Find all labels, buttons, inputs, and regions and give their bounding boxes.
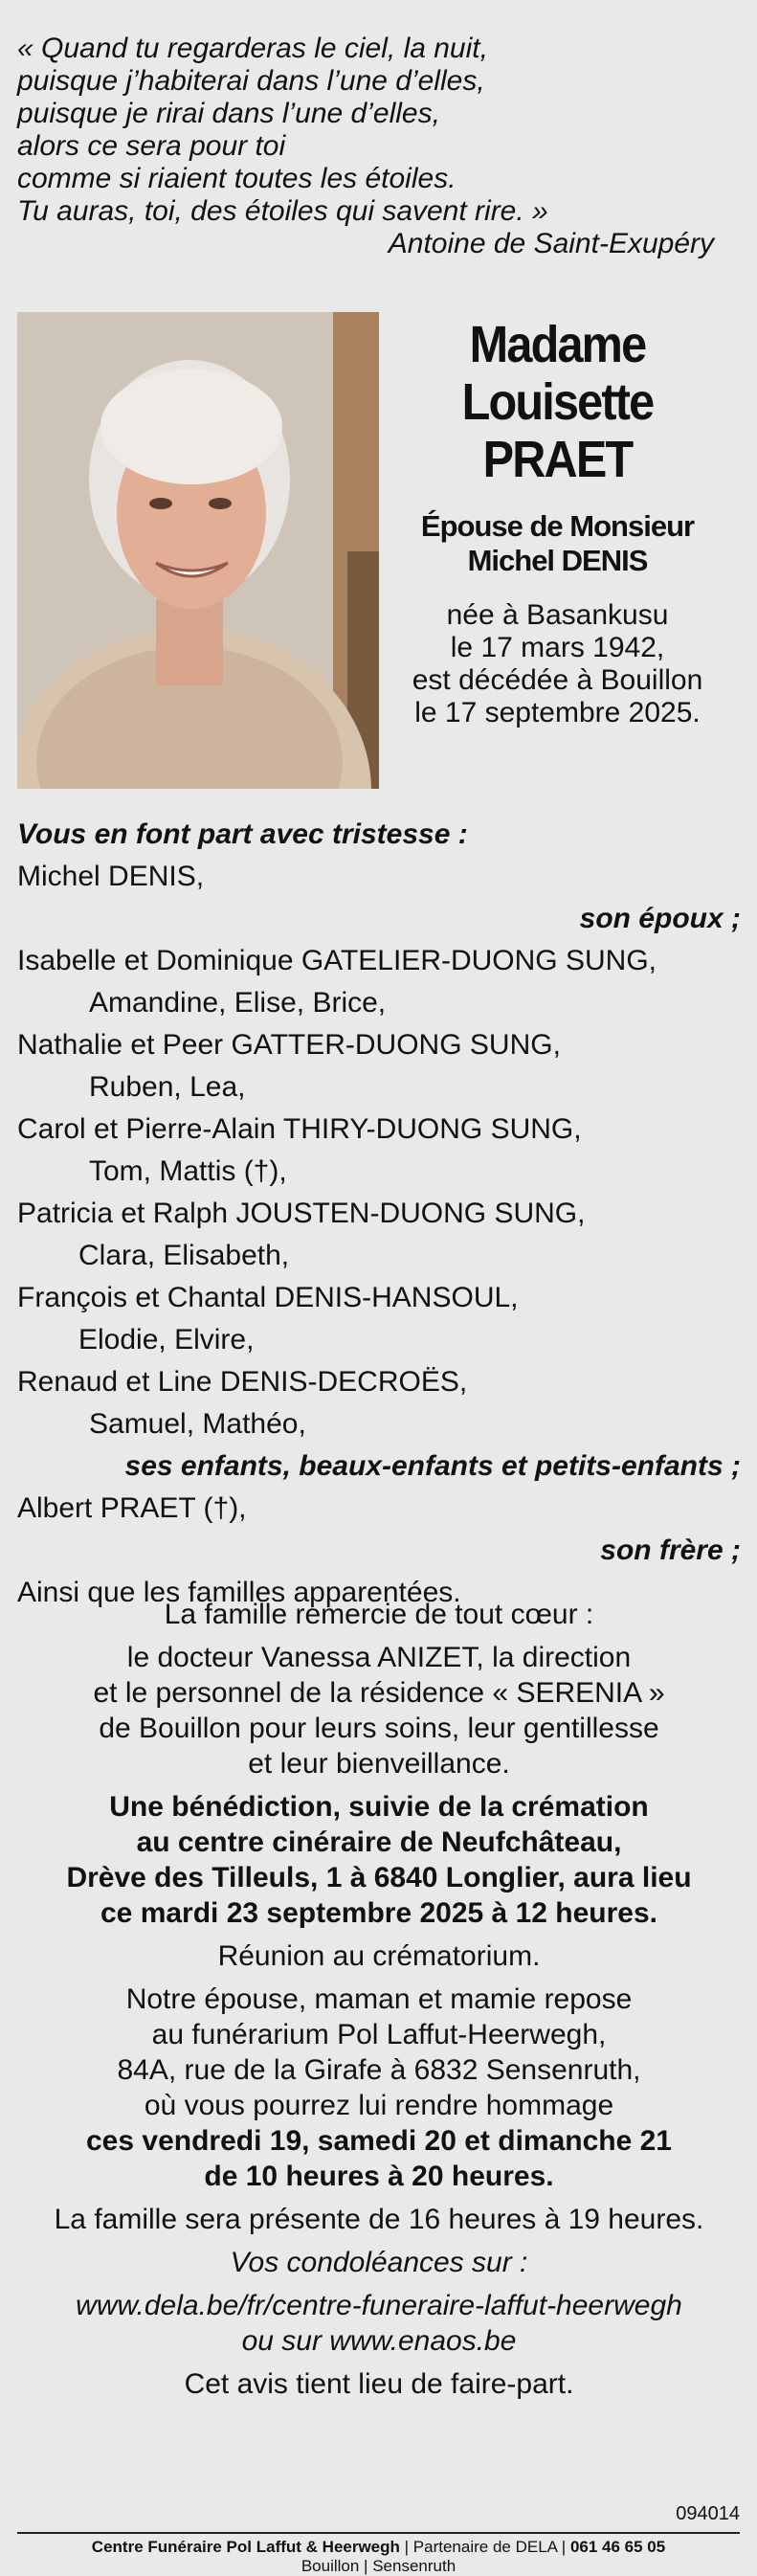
ceremony-line: Une bénédiction, suivie de la crémation bbox=[109, 1791, 649, 1823]
brother-name: Albert PRAET (†), bbox=[17, 1492, 247, 1524]
phone-number: 061 46 65 05 bbox=[569, 2538, 666, 2556]
visit-line: ces vendredi 19, samedi 20 et dimanche 21 bbox=[86, 2125, 672, 2157]
ceremony-details bbox=[17, 1789, 741, 1931]
related-families: Ainsi que les familles apparentées. bbox=[17, 1577, 461, 1608]
repose-line: 84A, rue de la Girafe à 6832 Sensenruth, bbox=[117, 2054, 641, 2086]
child-couple: Carol et Pierre-Alain THIRY-DUONG SUNG, bbox=[17, 1113, 582, 1145]
condolences-intro: Vos condoléances sur : bbox=[230, 2247, 528, 2278]
closing-section bbox=[17, 1597, 741, 2409]
repose-line: où vous pourrez lui rendre hommage bbox=[144, 2090, 614, 2121]
deceased-header bbox=[388, 316, 727, 729]
thanks-line: et leur bienveillance. bbox=[248, 1748, 510, 1780]
child-couple: Patricia et Ralph JOUSTEN-DUONG SUNG, bbox=[17, 1198, 586, 1229]
grandchildren: Ruben, Lea, bbox=[89, 1071, 246, 1103]
company-name: Centre Funéraire Pol Laffut & Heerwegh bbox=[91, 2538, 400, 2556]
thanks-intro: La famille remercie de tout cœur : bbox=[164, 1599, 594, 1630]
visit-line: de 10 heures à 20 heures. bbox=[204, 2161, 554, 2192]
quote-line: alors ce sera pour toi bbox=[17, 130, 286, 162]
grandchildren: Clara, Elisabeth, bbox=[78, 1240, 290, 1271]
ceremony-line: Drève des Tilleuls, 1 à 6840 Longlier, aura lieu bbox=[66, 1862, 692, 1893]
condolences-link-dela[interactable]: www.dela.be/fr/centre-funeraire-laffut-heerwegh bbox=[76, 2290, 682, 2321]
grandchildren: Tom, Mattis (†), bbox=[89, 1155, 287, 1187]
announcement-heading: Vous en font part avec tristesse : bbox=[17, 818, 468, 850]
grandchildren: Samuel, Mathéo, bbox=[89, 1408, 306, 1440]
life-dates bbox=[388, 599, 727, 729]
family-presence: La famille sera présente de 16 heures à 19 heures. bbox=[54, 2204, 704, 2235]
quote-line: comme si riaient toutes les étoiles. bbox=[17, 163, 456, 194]
spouse-info bbox=[388, 509, 727, 578]
reference-number: 094014 bbox=[676, 2503, 740, 2524]
separator: | bbox=[561, 2538, 570, 2556]
birth-date: le 17 mars 1942, bbox=[450, 632, 665, 663]
ceremony-line: au centre cinéraire de Neufchâteau, bbox=[136, 1826, 622, 1858]
quote-line: puisque je rirai dans l’une d’elles, bbox=[17, 98, 440, 129]
portrait-photo bbox=[17, 312, 379, 789]
locations: Bouillon | Sensenruth bbox=[301, 2557, 456, 2575]
repose-line: au funérarium Pol Laffut-Heerwegh, bbox=[151, 2019, 607, 2050]
reunion-note: Réunion au crématorium. bbox=[217, 1940, 541, 1972]
grandchildren: Amandine, Elise, Brice, bbox=[89, 987, 387, 1019]
thanks-line: le docteur Vanessa ANIZET, la direction bbox=[126, 1642, 632, 1673]
death-place: est décédée à Bouillon bbox=[412, 664, 703, 696]
deceased-last-name: PRAET bbox=[482, 431, 633, 488]
child-couple: Nathalie et Peer GATTER-DUONG SUNG, bbox=[17, 1029, 561, 1061]
deceased-first-name: Louisette bbox=[461, 373, 654, 431]
child-couple: Isabelle et Dominique GATELIER-DUONG SUNG, bbox=[17, 945, 657, 976]
children-role: ses enfants, beaux-enfants et petits-enfants ; bbox=[124, 1450, 741, 1482]
birth-place: née à Basankusu bbox=[446, 599, 669, 631]
brother-role: son frère ; bbox=[600, 1534, 741, 1566]
funeral-home-footer bbox=[17, 2532, 740, 2576]
grandchildren: Elodie, Elvire, bbox=[78, 1324, 255, 1355]
quote-line: « Quand tu regarderas le ciel, la nuit, bbox=[17, 33, 488, 64]
spouse-name: Michel DENIS bbox=[467, 544, 648, 577]
husband-name: Michel DENIS, bbox=[17, 861, 205, 892]
quote-author: Antoine de Saint-Exupéry bbox=[388, 228, 714, 259]
quote-line: puisque j’habiterai dans l’une d’elles, bbox=[17, 65, 485, 97]
quote-block bbox=[17, 33, 725, 260]
condolences bbox=[17, 2245, 741, 2359]
repose-line: Notre épouse, maman et mamie repose bbox=[125, 1983, 633, 2015]
thanks-line: et le personnel de la résidence « SERENIA » bbox=[93, 1677, 665, 1709]
notice-text: Cet avis tient lieu de faire-part. bbox=[184, 2368, 574, 2400]
death-date: le 17 septembre 2025. bbox=[414, 697, 701, 728]
thanks-line: de Bouillon pour leurs soins, leur gentillesse bbox=[99, 1713, 659, 1744]
husband-role: son époux ; bbox=[579, 903, 741, 934]
condolences-link-enaos[interactable]: ou sur www.enaos.be bbox=[241, 2325, 517, 2357]
thanks-text bbox=[17, 1640, 741, 1781]
spouse-line: Épouse de Monsieur bbox=[420, 509, 695, 543]
child-couple: Renaud et Line DENIS-DECROËS, bbox=[17, 1366, 468, 1398]
child-couple: François et Chantal DENIS-HANSOUL, bbox=[17, 1282, 519, 1313]
deceased-title: Madame bbox=[469, 316, 646, 373]
partner-text: Partenaire de DELA bbox=[412, 2538, 558, 2556]
ceremony-line: ce mardi 23 septembre 2025 à 12 heures. bbox=[100, 1897, 657, 1929]
portrait-illustration bbox=[17, 312, 379, 789]
repose-details bbox=[17, 1982, 741, 2194]
quote-line: Tu auras, toi, des étoiles qui savent rire. » bbox=[17, 195, 548, 227]
separator: | bbox=[404, 2538, 413, 2556]
family-announcement bbox=[17, 814, 741, 1614]
